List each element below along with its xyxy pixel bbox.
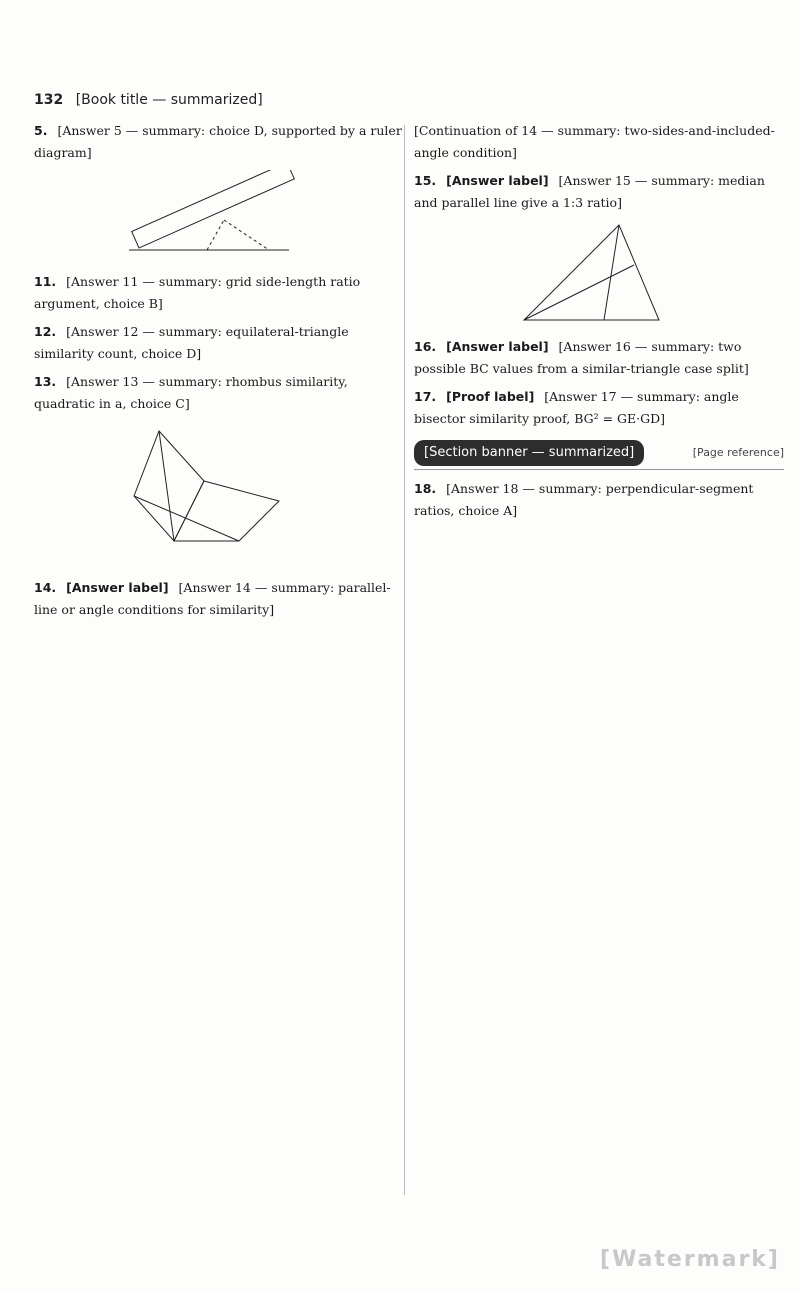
left-column [34, 120, 404, 627]
item-text: [Continuation of 14 — summary: two-sides-and-included-angle condition] [414, 123, 775, 160]
answer-tag: [Answer label] [446, 173, 549, 188]
answer-item [34, 321, 404, 365]
item-number: 14. [34, 580, 57, 595]
rhombus-figure [119, 421, 319, 571]
answer-tag: [Answer label] [446, 339, 549, 354]
section-banner [414, 440, 784, 470]
right-column [414, 120, 784, 528]
book-title: [Book title — summarized] [75, 92, 263, 108]
page-header [34, 92, 263, 108]
item-number: 11. [34, 274, 57, 289]
item-text: [Answer 18 — summary: perpendicular-segment ratios, choice A] [414, 481, 754, 518]
item-number: 12. [34, 324, 57, 339]
item-number: 5. [34, 123, 48, 138]
answer-item [414, 478, 784, 522]
watermark: [Watermark] [600, 1247, 780, 1272]
item-text: [Answer 16 — summary: two possible BC values from a similar-triangle case split] [414, 339, 749, 376]
answer-item [414, 336, 784, 380]
item-text: [Answer 17 — summary: angle bisector similarity proof, BG² = GE·GD] [414, 389, 739, 426]
item-text: [Answer 13 — summary: rhombus similarity, quadratic in a, choice C] [34, 374, 348, 411]
answer-item [34, 271, 404, 315]
item-text: [Answer 14 — summary: parallel-line or angle conditions for similarity] [34, 580, 391, 617]
item-number: 15. [414, 173, 437, 188]
triangle-figure [509, 220, 689, 330]
item-number: 16. [414, 339, 437, 354]
answer-item [34, 371, 404, 571]
item-text: [Answer 11 — summary: grid side-length ratio argument, choice B] [34, 274, 361, 311]
column-divider [404, 125, 405, 1195]
item-text: [Answer 5 — summary: choice D, supported by a ruler diagram] [34, 123, 402, 160]
answer-item [414, 120, 784, 164]
item-number: 13. [34, 374, 57, 389]
answer-item [34, 120, 404, 265]
section-title: [Section banner — summarized] [414, 440, 644, 466]
answer-tag: [Answer label] [66, 580, 169, 595]
item-text: [Answer 12 — summary: equilateral-triangle similarity count, choice D] [34, 324, 349, 361]
page-number: 132 [34, 92, 64, 108]
item-number: 17. [414, 389, 437, 404]
ruler-figure [119, 170, 319, 265]
answer-item [34, 577, 404, 621]
answer-item [414, 386, 784, 430]
section-reference: [Page reference] [692, 446, 784, 459]
item-text: [Answer 15 — summary: median and parallel line give a 1:3 ratio] [414, 173, 765, 210]
ruler-shape [132, 170, 295, 248]
item-number: 18. [414, 481, 437, 496]
answer-tag: [Proof label] [446, 389, 535, 404]
answer-item [414, 170, 784, 330]
